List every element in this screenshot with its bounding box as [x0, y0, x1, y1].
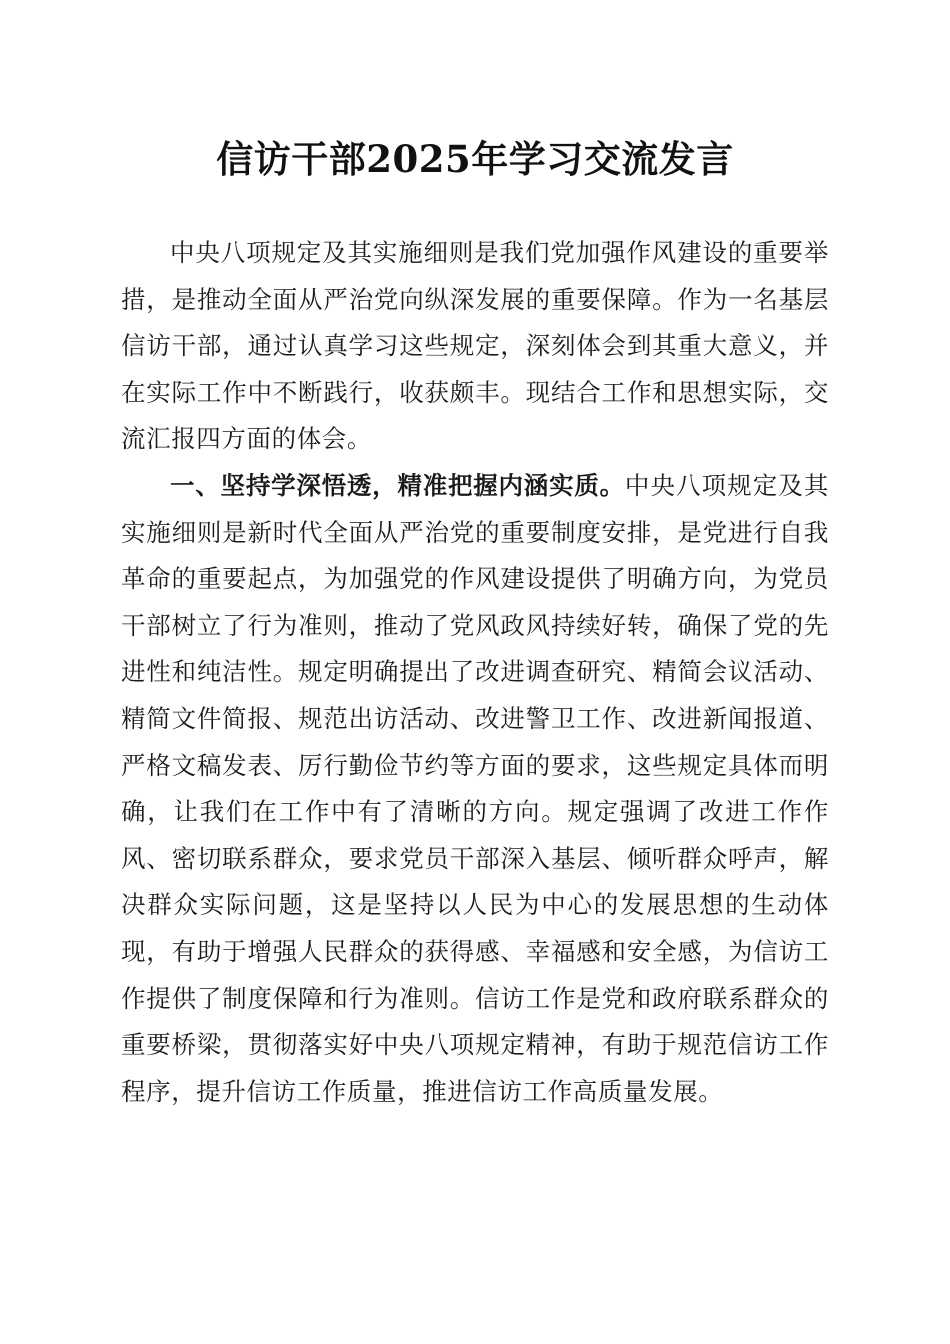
document-title: 信访干部2025年学习交流发言: [216, 137, 734, 181]
section-1-paragraph: [121, 463, 829, 1115]
document-body: [121, 230, 829, 1115]
section-1-body: 中央八项规定及其实施细则是新时代全面从严治党的重要制度安排，是党进行自我革命的重要起点，为加强党的作风建设提供了明确方向，为党员干部树立了行为准则，推动了党风政风持续好转，确保了党的先进性和纯洁性。规定明确提出了改进调查研究、精简会议活动、精简文件简报、规范出访活动、改进警卫工作、改进新闻报道、严格文稿发表、厉行勤俭节约等方面的要求，这些规定具体而明确，让我们在工作中有了清晰的方向。规定强调了改进工作作风、密切联系群众，要求党员干部深入基层、倾听群众呼声，解决群众实际问题，这是坚持以人民为中心的发展思想的生动体现，有助于增强人民群众的获得感、幸福感和安全感，为信访工作提供了制度保障和行为准则。信访工作是党和政府联系群众的重要桥梁，贯彻落实好中央八项规定精神，有助于规范信访工作程序，提升信访工作质量，推进信访工作高质量发展。: [121, 470, 829, 1106]
intro-paragraph: 中央八项规定及其实施细则是我们党加强作风建设的重要举措，是推动全面从严治党向纵深发展的重要保障。作为一名基层信访干部，通过认真学习这些规定，深刻体会到其重大意义，并在实际工作中不断践行，收获颇丰。现结合工作和思想实际，交流汇报四方面的体会。: [121, 238, 829, 454]
section-1-heading: 一、坚持学深悟透，精准把握内涵实质。: [170, 470, 625, 500]
